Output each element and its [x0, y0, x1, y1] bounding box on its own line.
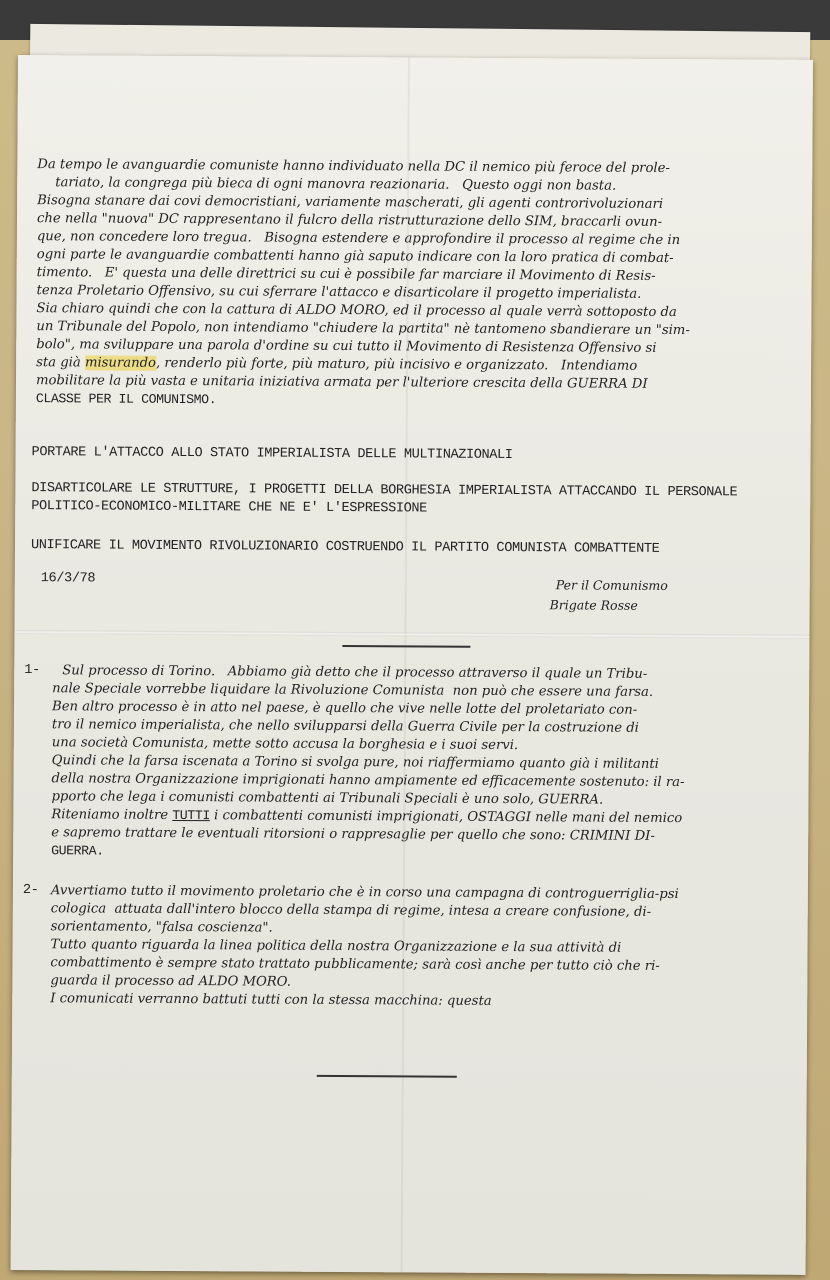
text-line: nale Speciale vorrebbe liquidare la Rivoluzione Comunista non può che essere una farsa. [52, 681, 654, 700]
slogan-2b: POLITICO-ECONOMICO-MILITARE CHE NE E' L'ESPRESSIONE [31, 499, 427, 517]
text-line: Bisogna stanare dai covi democristiani, variamente mascherati, gli agenti controrivoluzionari [37, 193, 664, 212]
point-1-number: 1- [24, 663, 40, 679]
point-2-number: 2- [22, 883, 39, 899]
date: 16/3/78 [40, 571, 96, 587]
text-line: un Tribunale del Popolo, non intendiamo "chiudere la partita" nè tantomeno sbandierare un "sim- [36, 319, 690, 339]
text-line: Quindi che la farsa iscenata a Torino si svolga pure, noi riaffermiamo quanto già i militanti [51, 753, 659, 772]
slogan-3: UNIFICARE IL MOVIMENTO RIVOLUZIONARIO COSTRUENDO IL PARTITO COMUNISTA COMBATTENTE [30, 538, 660, 557]
underlined-word: TUTTI [172, 807, 210, 824]
text-line: sorientamento, "falsa coscienza". [50, 919, 273, 936]
text-line: una società Comunista, mette sotto accusa la borghesia e i suoi servi. [51, 735, 519, 754]
text-line: cologica attuata dall'intero blocco della stampa di regime, intesa a creare confusione, di- [50, 901, 652, 920]
horizontal-fold [14, 630, 809, 639]
text-line: tariato, la congrega più bieca di ogni manovra reazionaria. Questo oggi non basta. [55, 175, 617, 194]
text-line: ogni parte le avanguardie combattenti hanno già saputo indicare con la loro pratica di combat- [36, 247, 674, 267]
text-line: CLASSE PER IL COMUNISMO. [35, 391, 217, 408]
text-fragment: Riteniamo inoltre [51, 807, 173, 823]
signature-line-1: Per il Comunismo [555, 577, 668, 593]
divider [317, 1075, 457, 1077]
point-1 [51, 662, 685, 864]
signature [550, 575, 668, 616]
text-line: guarda il processo ad ALDO MORO. [50, 973, 291, 990]
text-line: pporto che lega i comunisti combattenti ai Tribunali Speciali è uno solo, GUERRA. [51, 789, 604, 808]
text-line: che nella "nuova" DC rappresentano il fulcro della ristrutturazione dello SIM, braccarli ovun- [36, 211, 663, 230]
text-line: tenza Proletario Offensivo, su cui sferrare l'attacco e disarticolare il progetto imperialista. [36, 283, 642, 302]
text-line: Sia chiaro quindi che con la cattura di ALDO MORO, ed il processo al quale verrà sottoposto da [36, 301, 677, 321]
text-fragment: i combattenti comunisti imprigionati, OSTAGGI nelle mani del nemico [209, 808, 683, 827]
text-line: Da tempo le avanguardie comuniste hanno individuato nella DC il nemico più feroce del prole- [37, 157, 670, 176]
slogan-1: PORTARE L'ATTACCO ALLO STATO IMPERIALISTA DELLE MULTINAZIONALI [31, 445, 513, 464]
text-line: Tutto quanto riguarda la linea politica della nostra Organizzazione e la sua attività di [50, 937, 622, 956]
text-fragment: sta già [36, 355, 86, 371]
text-line: GUERRA. [51, 843, 104, 859]
highlighted-word: misurando [84, 355, 157, 371]
signature-line-2: Brigate Rosse [549, 597, 638, 613]
text-line: I comunicati verranno battuti tutti con la stessa macchina: questa [50, 991, 492, 1009]
text-line: della nostra Organizzazione imprigionati hanno ampiamente ed efficacemente sostenuto: il ra- [51, 771, 685, 791]
text-line: Avvertiamo tutto il movimento proletario che è in corso una campagna di controguerriglia-psi [50, 883, 679, 903]
document-page [11, 55, 813, 1275]
text-line: timento. E' questa una delle direttrici su cui è possibile far marciare il Movimento di Resis- [36, 265, 656, 284]
text-fragment: , renderlo più forte, più maturo, più incisivo e organizzato. Intendiamo [155, 355, 638, 374]
text-line: combattimento è sempre stato trattato pubblicamente; sarà così anche per tutto ciò che ri- [50, 955, 660, 974]
paragraph-intro [36, 156, 691, 412]
text-line: tro il nemico imperialista, che nello svilupparsi della Guerra Civile per la costruzione di [51, 717, 639, 736]
text-line: Ben altro processo è in atto nel paese, è quello che vive nelle lotte del proletariato con- [51, 699, 638, 718]
text-line: Sul processo di Torino. Abbiamo già detto che il processo attraverso il quale un Tribu- [62, 663, 648, 682]
text-line: e sapremo trattare le eventuali ritorsioni o rappresaglie per quello che sono: CRIMINI DI- [51, 825, 655, 844]
point-2 [50, 882, 679, 1012]
text-line: bolo", ma sviluppare una parola d'ordine su cui tutto il Movimento di Resistenza Offensivo si [36, 337, 657, 356]
text-line: que, non concedere loro tregua. Bisogna estendere e approfondire il processo al regime che in [36, 229, 681, 249]
slogan-2a: DISARTICOLARE LE STRUTTURE, I PROGETTI DELLA BORGHESIA IMPERIALISTA ATTACCANDO IL PERSONALE [31, 481, 738, 501]
text-line: mobilitare la più vasta e unitaria iniziativa armata per l'ulteriore crescita della GUERRA DI [35, 373, 648, 392]
